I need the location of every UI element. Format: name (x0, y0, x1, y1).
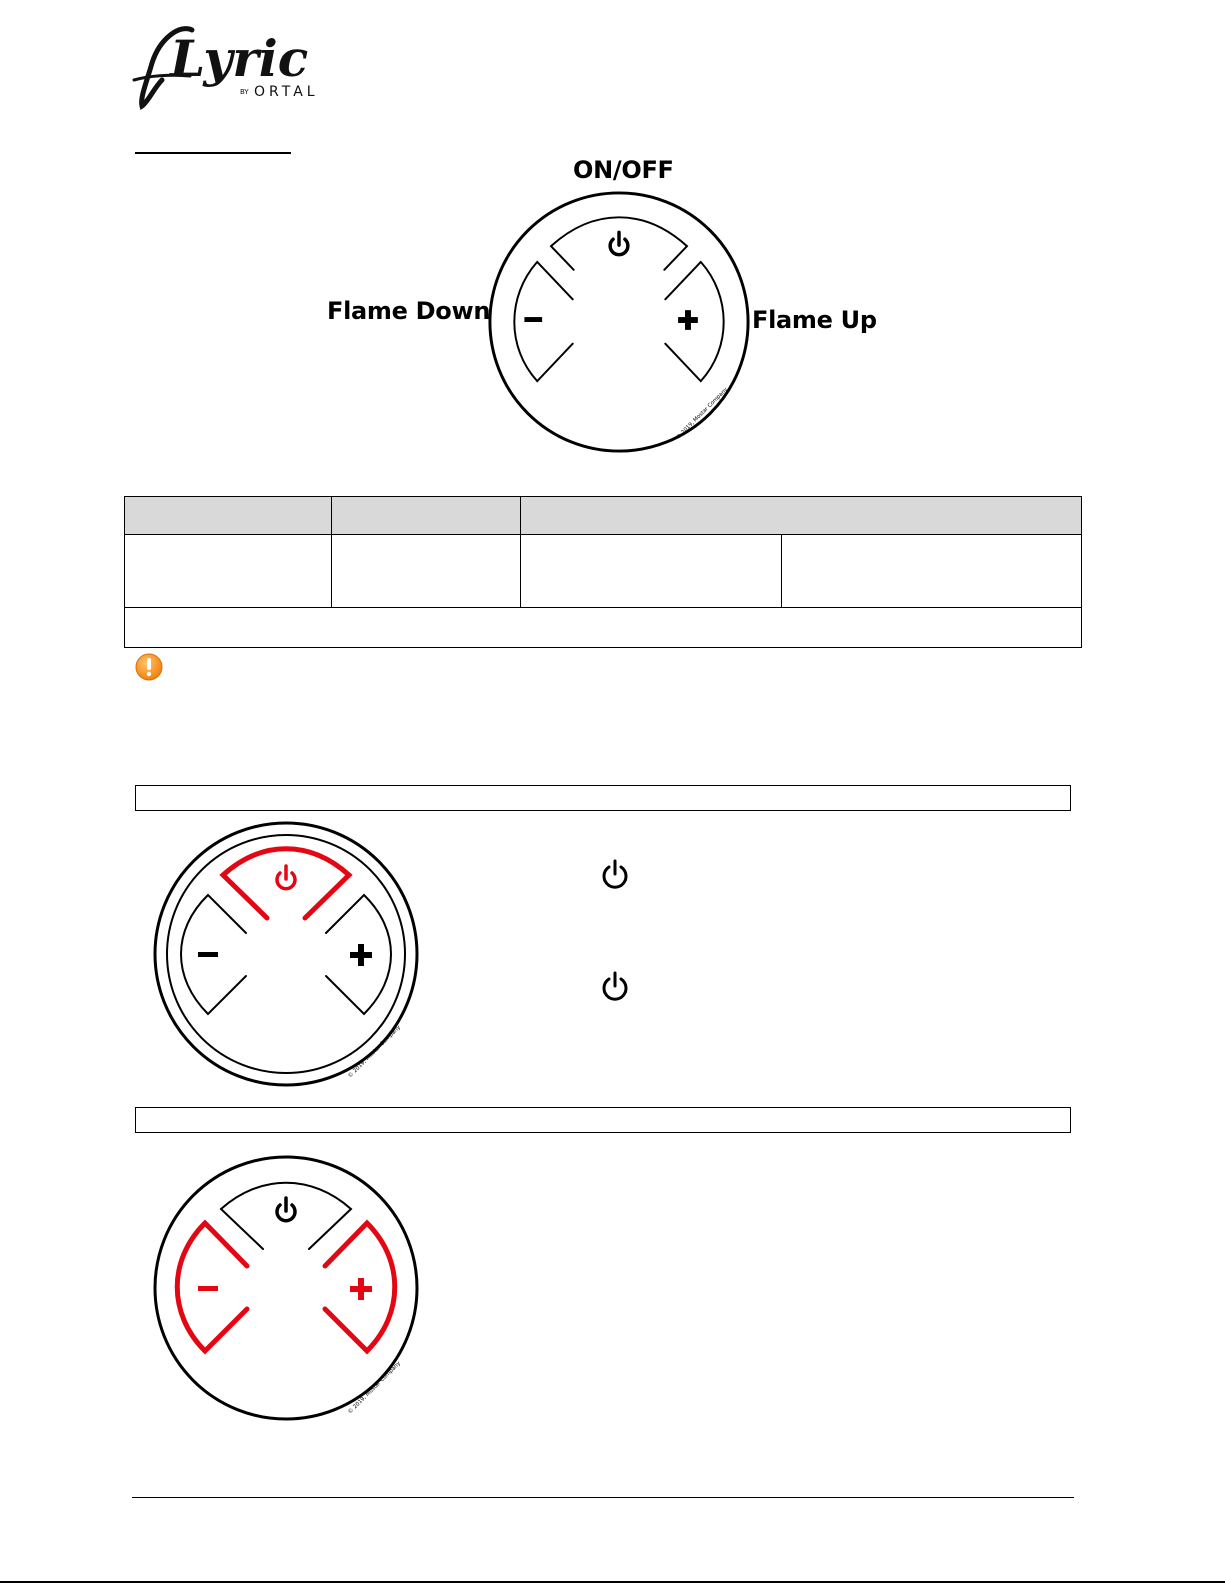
power-button (223, 849, 349, 918)
section-header-flame (135, 1107, 1071, 1133)
power-icon (277, 866, 295, 889)
label-on-off: ON/OFF (573, 156, 674, 184)
table-cell (521, 535, 782, 608)
table-cell (781, 535, 1081, 608)
minus-icon (198, 1286, 218, 1291)
copyright-text: © 2019, Mostar Company (347, 1360, 402, 1416)
table-cell (125, 535, 332, 608)
minus-icon (198, 952, 218, 957)
svg-text:BY: BY (240, 88, 249, 96)
power-icon (598, 970, 632, 1004)
title-underline (135, 152, 291, 154)
table-header-1 (125, 497, 332, 535)
remote-diagram (485, 188, 753, 456)
remote-flame-highlight (150, 1152, 422, 1424)
table-cell (332, 535, 521, 608)
lyric-logo (130, 18, 340, 113)
table-header-2 (332, 497, 521, 535)
minus-icon (524, 317, 542, 322)
svg-text:Lyric: Lyric (170, 29, 309, 88)
section-header-power (135, 785, 1071, 811)
plus-icon (350, 944, 372, 966)
copyright-text: © 2019, Mostar Company (347, 1024, 402, 1080)
remote-power-highlight (150, 818, 422, 1090)
minus-button (514, 262, 572, 381)
label-flame-down: Flame Down (327, 297, 491, 325)
label-flame-up: Flame Up (752, 306, 877, 334)
power-icon (610, 232, 628, 254)
plus-icon (350, 1278, 372, 1300)
power-icon (277, 1198, 295, 1221)
warning-icon (134, 652, 164, 682)
spec-table (124, 496, 1082, 648)
plus-icon (678, 310, 698, 330)
table-header-3 (521, 497, 1082, 535)
power-icon (598, 858, 632, 892)
page-bottom-border (0, 1581, 1225, 1583)
copyright-text: © 2019, Mostar Company (675, 386, 730, 441)
footer-divider (132, 1497, 1074, 1498)
power-button (221, 1183, 351, 1249)
table-note-row (125, 608, 1082, 648)
svg-text:ORTAL: ORTAL (254, 84, 319, 100)
